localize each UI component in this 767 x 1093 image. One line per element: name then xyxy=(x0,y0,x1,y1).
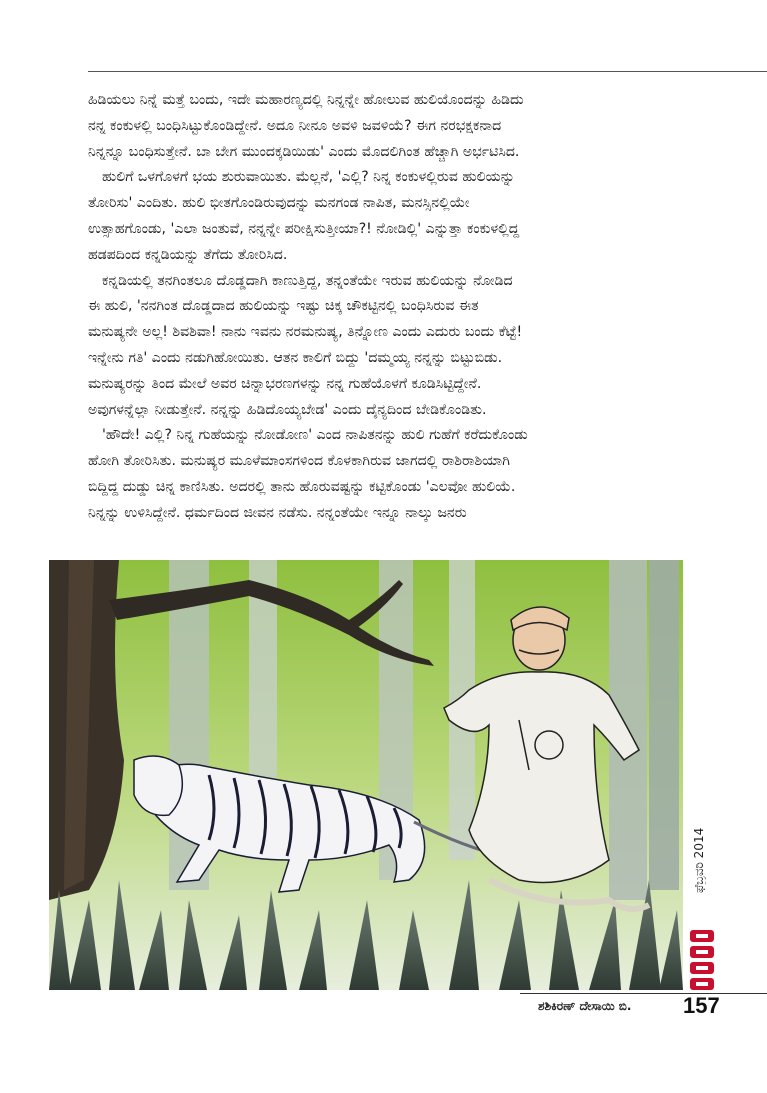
page-number: 157 xyxy=(683,993,720,1018)
text-line: ನಿನ್ನನ್ನೂ ಬಂಧಿಸುತ್ತೇನೆ. ಬಾ ಬೇಗ ಮುಂದಕ್ಕಡಿಯಿಡು' ಎಂದು ಮೊದಲಿಗಿಂತ ಹೆಚ್ಚಾಗಿ ಅರ್ಭಟಿಸಿದ. xyxy=(88,143,520,160)
text-line: ಈ ಹುಲಿ, 'ನನಗಿಂತ ದೊಡ್ಡದಾದ ಹುಲಿಯನ್ನು ಇಷ್ಟು ಚಿಕ್ಕ ಚೌಕಟ್ಟಿನಲ್ಲಿ ಬಂಧಿಸಿರುವ ಈತ xyxy=(88,298,479,315)
text-line: 'ಹೌದೇ! ಎಲ್ಲಿ? ನಿನ್ನ ಗುಹೆಯನ್ನು ನೋಡೋಣ' ಎಂದ ನಾಪಿತನನ್ನು ಹುಲಿ ಗುಹೆಗೆ ಕರೆದುಕೊಂಡು xyxy=(102,427,528,444)
top-rule xyxy=(88,71,767,72)
bottom-rule xyxy=(520,993,767,994)
mayura-logo-icon xyxy=(688,928,716,992)
text-line: ಮನುಷ್ಯರನ್ನು ತಿಂದ ಮೇಲೆ ಅವರ ಚಿನ್ನಾಭರಣಗಳನ್ನು ನನ್ನ ಗುಹೆಯೊಳಗೆ ಕೂಡಿಸಿಟ್ಟಿದ್ದೇನೆ. xyxy=(88,375,482,392)
text-line: ನನ್ನ ಕಂಕುಳಲ್ಲಿ ಬಂಧಿಸಿಟ್ಟುಕೊಂಡಿದ್ದೇನೆ. ಅದೂ ನೀನೂ ಅವಳಿ ಜವಳಿಯೆ? ಈಗ ನರಭಕ್ಷಕನಾದ xyxy=(88,117,502,134)
text-line: ಹುಲಿಗೆ ಒಳಗೊಳಗೆ ಭಯ ಶುರುವಾಯಿತು. ಮೆಲ್ಲನೆ, 'ಎಲ್ಲಿ? ನಿನ್ನ ಕಂಕುಳಲ್ಲಿರುವ ಹುಲಿಯನ್ನು xyxy=(102,169,515,186)
tiger-and-barber-illustration-icon xyxy=(49,560,683,990)
text-line: ಉತ್ಸಾಹಗೊಂಡು, 'ಎಲಾ ಜಂತುವೆ, ನನ್ನನ್ನೇ ಪರೀಕ್ಷಿಸುತ್ತೀಯಾ?! ನೋಡಿಲ್ಲಿ' ಎನ್ನುತ್ತಾ ಕಂಕುಳಲ್ಲಿದ್ದ xyxy=(88,220,520,237)
article-body xyxy=(88,88,678,527)
text-line: ಕನ್ನಡಿಯಲ್ಲಿ ತನಗಿಂತಲೂ ದೊಡ್ಡದಾಗಿ ಕಾಣುತ್ತಿದ್ದ, ತನ್ನಂತೆಯೇ ಇರುವ ಹುಲಿಯನ್ನು ನೋಡಿದ xyxy=(102,272,513,289)
text-line: ಅವುಗಳನ್ನೆಲ್ಲಾ ನೀಡುತ್ತೇನೆ. ನನ್ನನ್ನು ಹಿಡಿದೊಯ್ಯಬೇಡ' ಎಂದು ದೈನ್ಯದಿಂದ ಬೇಡಿಕೊಂಡಿತು. xyxy=(88,401,487,418)
text-line: ಹಡಪದಿಂದ ಕನ್ನಡಿಯನ್ನು ತೆಗೆದು ತೋರಿಸಿದ. xyxy=(88,246,288,263)
text-line: ಹಿಡಿಯಲು ನಿನ್ನೆ ಮತ್ತೆ ಬಂದು, ಇದೇ ಮಹಾರಣ್ಯದಲ್ಲಿ ನಿನ್ನನ್ನೇ ಹೋಲುವ ಹುಲಿಯೊಂದನ್ನು ಹಿಡಿದು xyxy=(88,92,524,108)
author-name: ಶಶಿಕಿರಣ್ ದೇಸಾಯಿ ಬಿ. xyxy=(538,999,632,1013)
text-line: ಮನುಷ್ಯನೇ ಅಲ್ಲ! ಶಿವಶಿವಾ! ನಾನು ಇವನು ನರಮನುಷ್ಯ, ತಿನ್ನೋಣ ಎಂದು ಎದುರು ಬಂದು ಕೆಟ್ಟೆ! xyxy=(88,324,523,341)
text-line: ನಿನ್ನನ್ನು ಉಳಿಸಿದ್ದೇನೆ. ಧರ್ಮದಿಂದ ಜೀವನ ನಡೆಸು. ನನ್ನಂತೆಯೇ ಇನ್ನೂ ನಾಲ್ಕು ಜನರು xyxy=(88,504,467,521)
text-line: ಇನ್ನೇನು ಗತಿ' ಎಂದು ನಡುಗಿಹೋಯಿತು. ಆತನ ಕಾಲಿಗೆ ಬಿದ್ದು 'ದಮ್ಮಯ್ಯ ನನ್ನನ್ನು ಬಿಟ್ಟುಬಿಡು. xyxy=(88,349,503,366)
text-line: ಬಿದ್ದಿದ್ದ ದುಡ್ಡು ಚಿನ್ನ ಕಾಣಿಸಿತು. ಅದರಲ್ಲಿ ತಾನು ಹೊರುವಷ್ಟನ್ನು ಕಟ್ಟಿಕೊಂಡು 'ಎಲವೋ ಹುಲಿಯೆ. xyxy=(88,478,516,495)
issue-date: ಫೆಬ್ರವರಿ 2014 xyxy=(692,827,706,893)
text-line: ಹೋಗಿ ತೋರಿಸಿತು. ಮನುಷ್ಯರ ಮೂಳೆಮಾಂಸಗಳಿಂದ ಕೊಳಕಾಗಿರುವ ಜಾಗದಲ್ಲಿ ರಾಶಿರಾಶಿಯಾಗಿ xyxy=(88,453,510,470)
text-line: ತೋರಿಸು' ಎಂದಿತು. ಹುಲಿ ಭೀತಗೊಂಡಿರುವುದನ್ನು ಮನಗಂಡ ನಾಪಿತ, ಮನಸ್ಸಿನಲ್ಲಿಯೇ xyxy=(88,195,470,212)
